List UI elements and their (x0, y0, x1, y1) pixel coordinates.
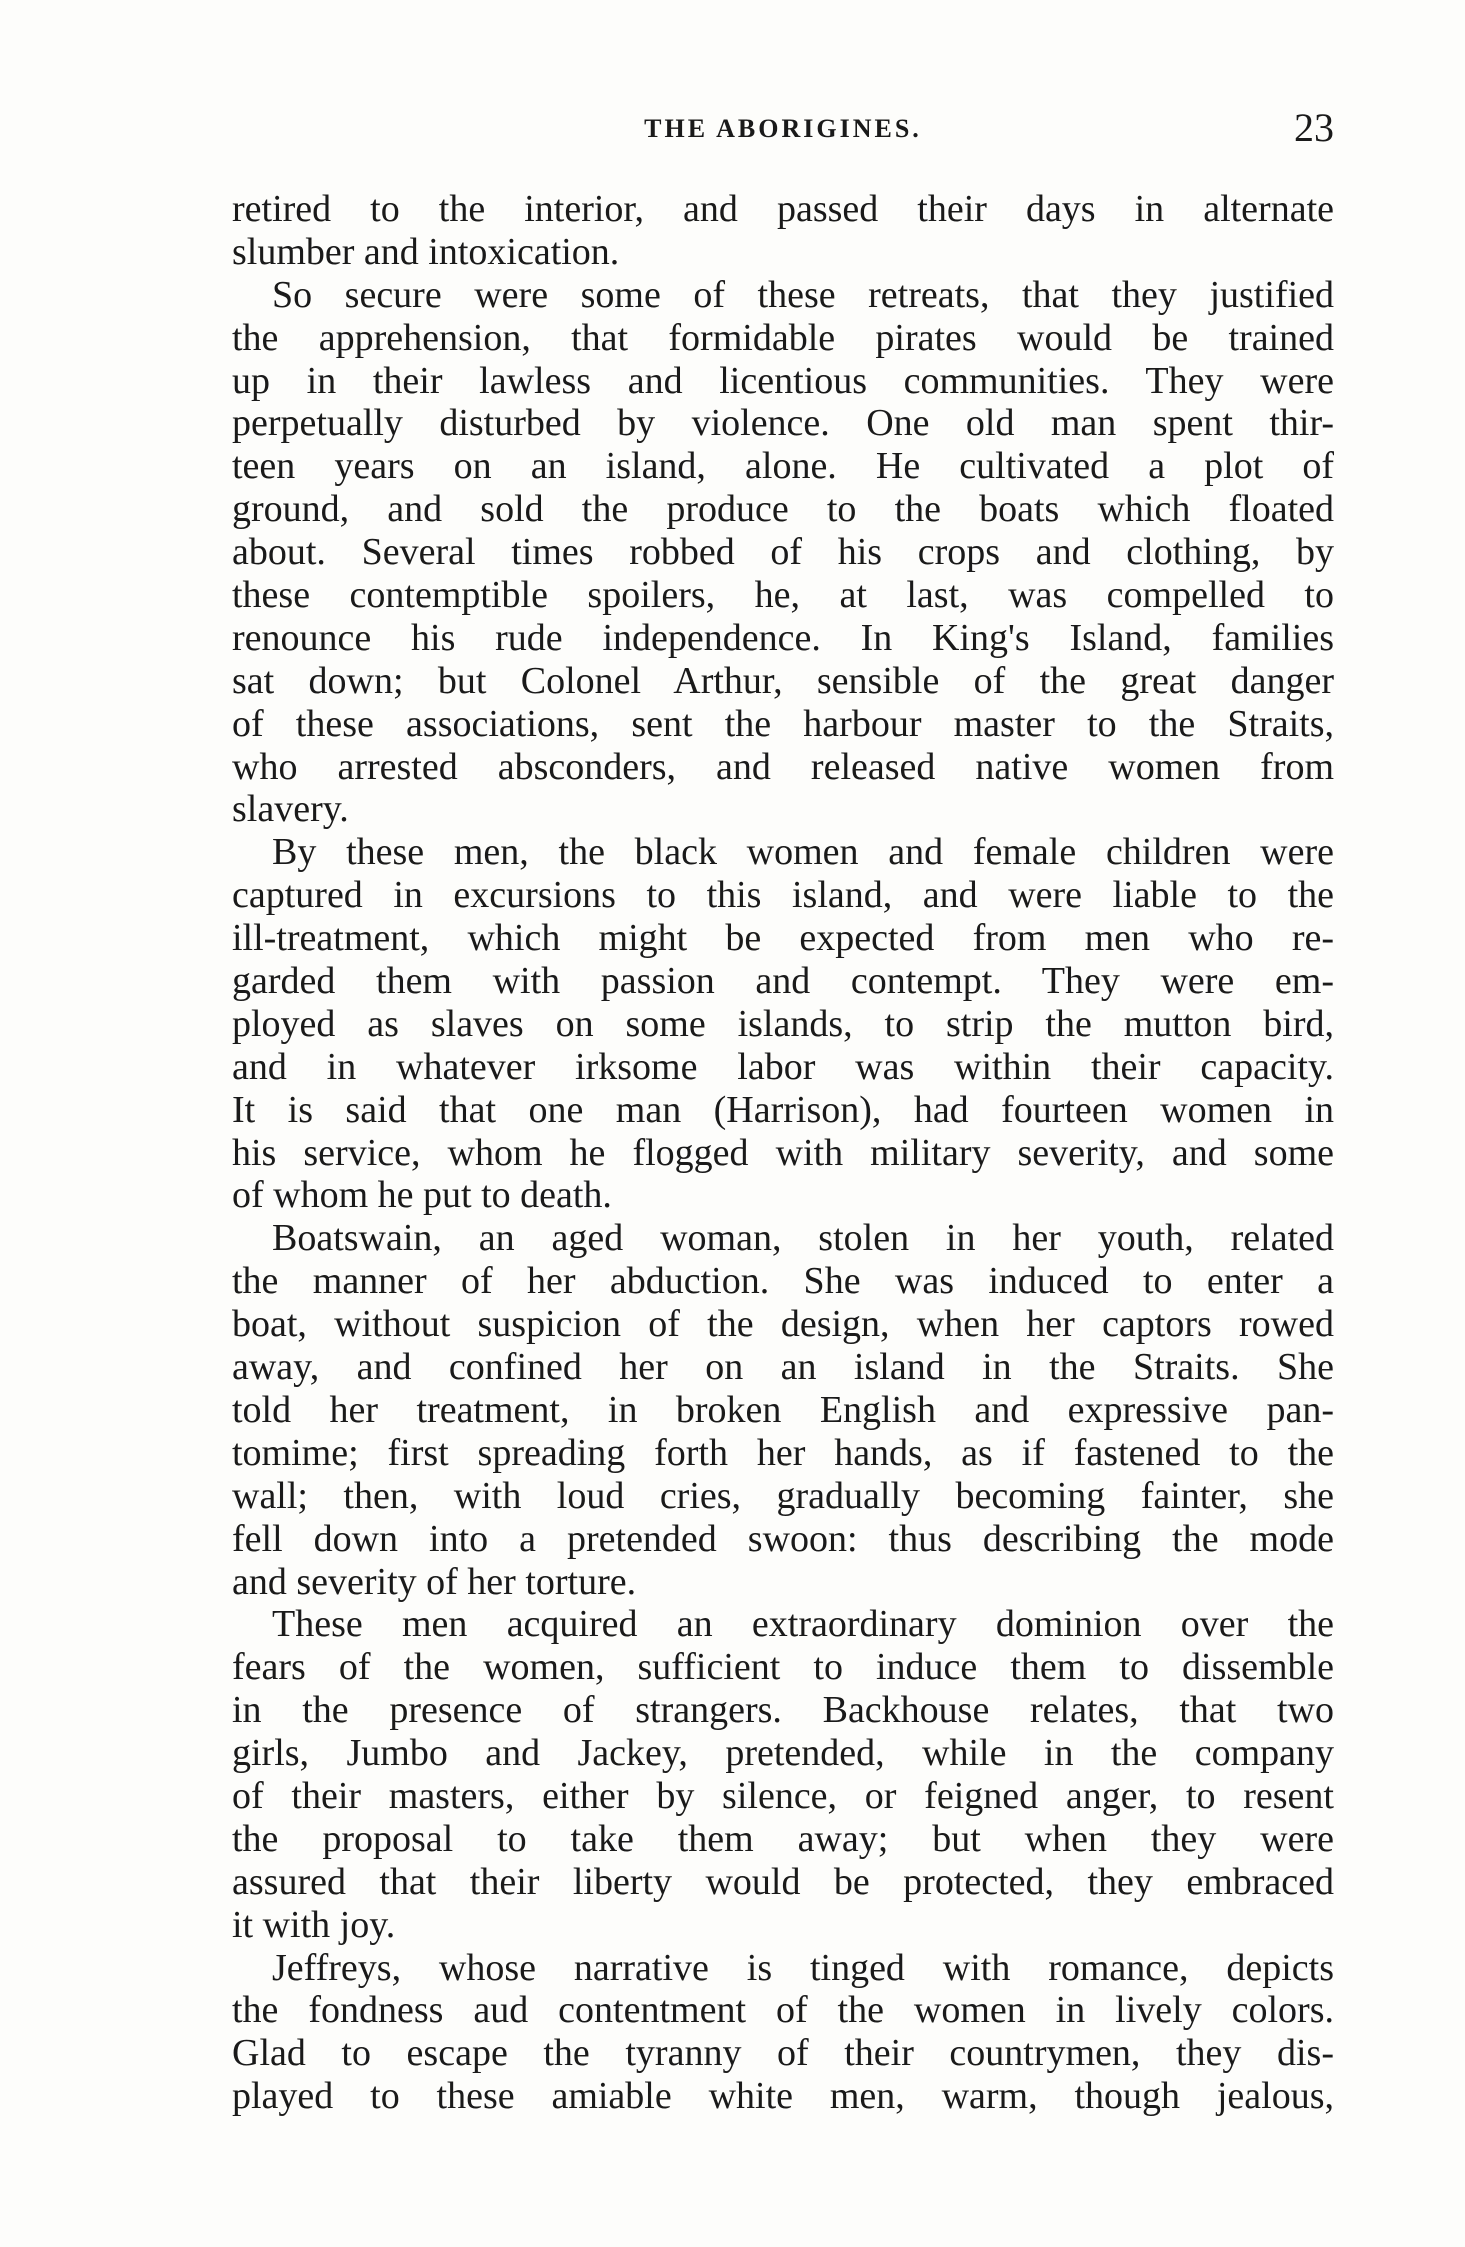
text-line: Boatswain, an aged woman, stolen in her youth, related (272, 1217, 1334, 1260)
text-line: it with joy. (232, 1903, 396, 1946)
text-line: the apprehension, that formidable pirates would be trained (232, 316, 1334, 359)
text-line: and in whatever irksome labor was within their capacity. (232, 1045, 1334, 1088)
running-head (232, 105, 1334, 158)
text-line: ground, and sold the produce to the boats which floated (232, 488, 1334, 531)
text-line: perpetually disturbed by violence. One old man spent thir- (232, 402, 1334, 445)
running-title: THE ABORIGINES. (644, 114, 922, 143)
text-line: in the presence of strangers. Backhouse relates, that two (232, 1689, 1334, 1732)
text-line: fears of the women, sufficient to induce them to dissemble (232, 1646, 1334, 1689)
text-line: boat, without suspicion of the design, when her captors rowed (232, 1303, 1334, 1346)
text-line: teen years on an island, alone. He cultivated a plot of (232, 445, 1334, 488)
text-line: of these associations, sent the harbour master to the Straits, (232, 702, 1334, 745)
text-line: wall; then, with loud cries, gradually becoming fainter, she (232, 1474, 1334, 1517)
text-line: away, and confined her on an island in the Straits. She (232, 1346, 1334, 1389)
text-line: who arrested absconders, and released native women from (232, 745, 1334, 788)
text-line: slumber and intoxication. (232, 230, 620, 273)
text-line: Jeffreys, whose narrative is tinged with romance, depicts (272, 1946, 1334, 1989)
text-line: girls, Jumbo and Jackey, pretended, while in the company (232, 1732, 1334, 1775)
text-line: fell down into a pretended swoon: thus describing the mode (232, 1517, 1334, 1560)
text-line: his service, whom he flogged with military severity, and some (232, 1131, 1334, 1174)
text-line: ployed as slaves on some islands, to strip the mutton bird, (232, 1002, 1334, 1045)
text-line: the fondness aud contentment of the women in lively colors. (232, 1989, 1334, 2032)
text-line: of their masters, either by silence, or feigned anger, to resent (232, 1774, 1334, 1817)
text-line: of whom he put to death. (232, 1174, 612, 1217)
page-number: 23 (1294, 105, 1334, 150)
text-line: So secure were some of these retreats, that they justified (272, 273, 1334, 316)
text-line: tomime; first spreading forth her hands, as if fastened to the (232, 1431, 1334, 1474)
text-line: sat down; but Colonel Arthur, sensible of the great danger (232, 659, 1334, 702)
text-line: By these men, the black women and female children were (272, 831, 1334, 874)
text-line: These men acquired an extraordinary dominion over the (272, 1603, 1334, 1646)
text-line: up in their lawless and licentious communities. They were (232, 359, 1334, 402)
text-line: and severity of her torture. (232, 1560, 637, 1603)
text-line: renounce his rude independence. In King's Island, families (232, 616, 1334, 659)
text-line: slavery. (232, 788, 349, 831)
text-line: ill-treatment, which might be expected from men who re- (232, 917, 1334, 960)
text-line: Glad to escape the tyranny of their countrymen, they dis- (232, 2032, 1334, 2075)
body-text (232, 188, 1334, 2118)
text-line: It is said that one man (Harrison), had fourteen women in (232, 1088, 1334, 1131)
text-line: about. Several times robbed of his crops and clothing, by (232, 531, 1334, 574)
text-line: captured in excursions to this island, and were liable to the (232, 874, 1334, 917)
text-line: played to these amiable white men, warm, though jealous, (232, 2075, 1334, 2118)
text-line: these contemptible spoilers, he, at last, was compelled to (232, 574, 1334, 617)
text-line: the manner of her abduction. She was induced to enter a (232, 1260, 1334, 1303)
text-line: garded them with passion and contempt. They were em- (232, 960, 1334, 1003)
text-line: the proposal to take them away; but when they were (232, 1817, 1334, 1860)
text-line: assured that their liberty would be protected, they embraced (232, 1860, 1334, 1903)
text-line: retired to the interior, and passed their days in alternate (232, 188, 1334, 230)
text-line: told her treatment, in broken English and expressive pan- (232, 1388, 1334, 1431)
